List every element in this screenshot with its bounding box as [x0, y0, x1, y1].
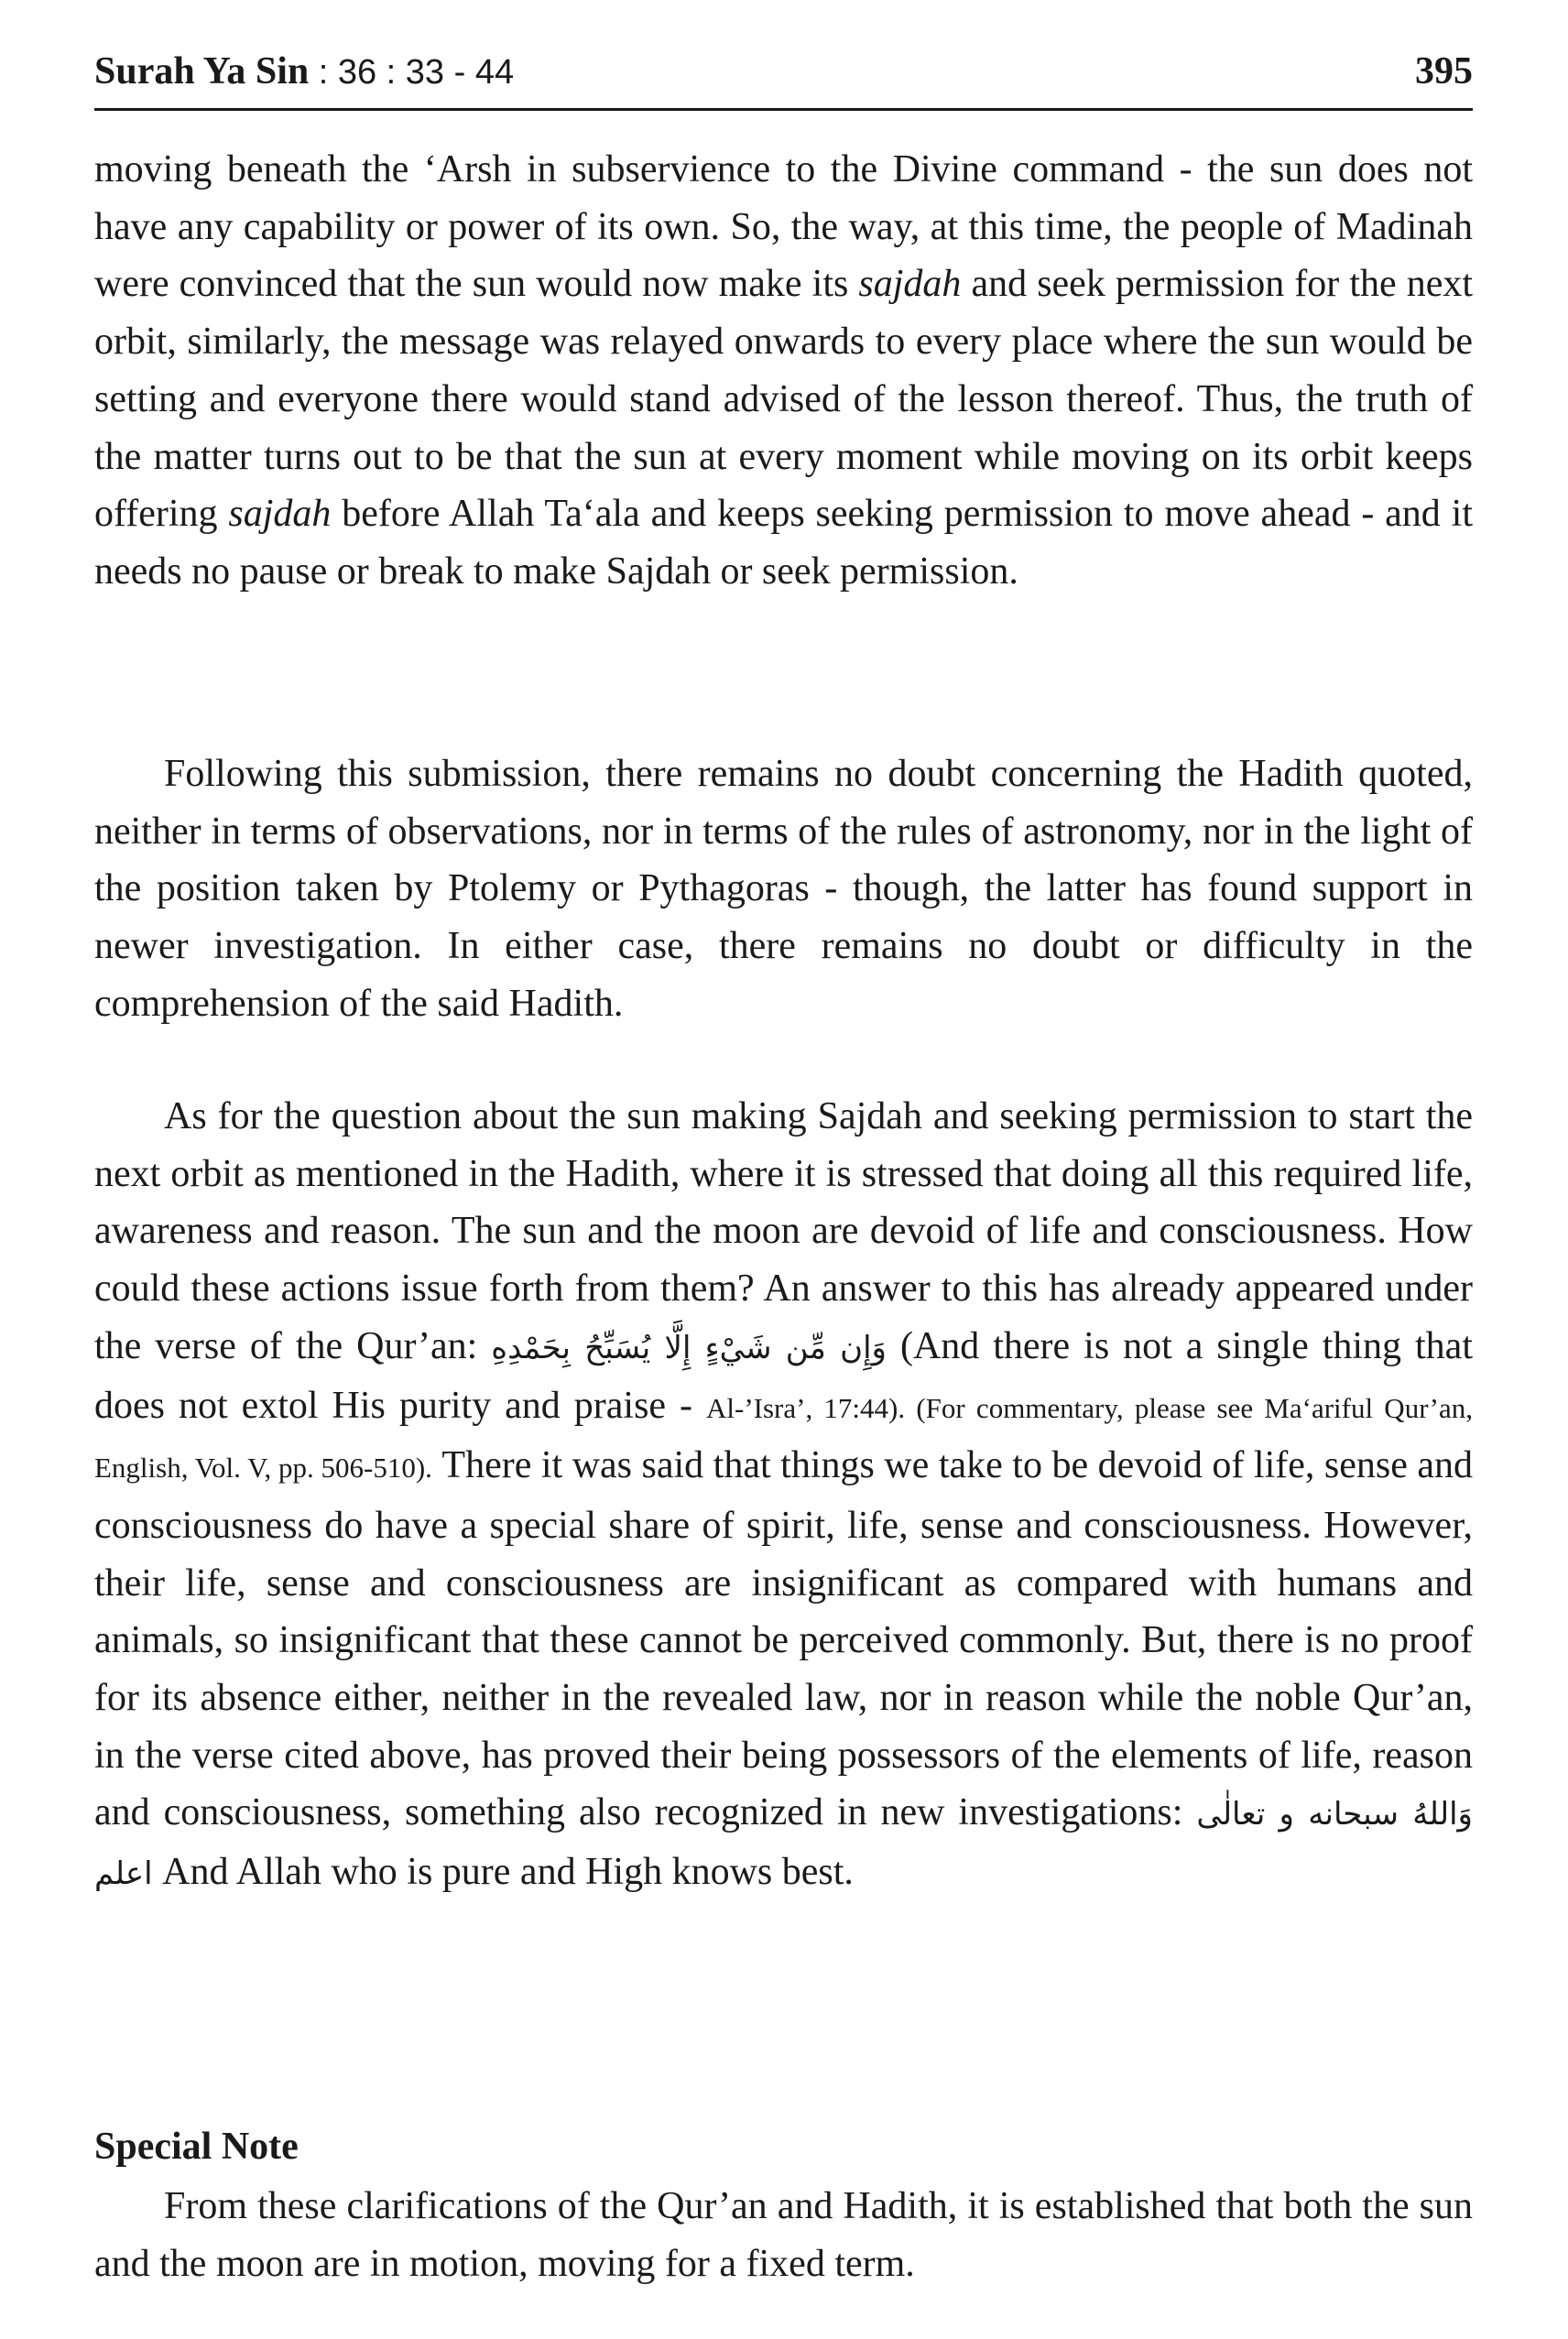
verse-citation: Al-’Isra’, 17:44). (For commentary, please see Ma‘ariful Qur’an, English, Vol. V, pp. 506-510). [94, 1391, 1474, 1485]
paragraph-2 [94, 745, 1473, 1033]
p1-emphasis-2: sajdah [228, 493, 332, 536]
page-number: 395 [1415, 50, 1473, 92]
surah-name: Surah Ya Sin [94, 50, 310, 92]
p1-emphasis-1: sajdah [858, 263, 962, 306]
p1-text-2: and seek permission for the next orbit, similarly, the message was relayed onwards to every place where the sun would be setting and everyone there would stand advised of the lesson thereof. Thus, the truth of the matter turns out to be that the sun at every moment while moving on its orbit keeps offering [94, 263, 1474, 536]
section-heading: Special Note [94, 2126, 299, 2168]
paragraph-3 [94, 1088, 1473, 1903]
special-note-text: From these clarifications of the Qur’an and Hadith, it is established that both the sun and the moon are in motion, moving for a fixed term. [94, 2185, 1473, 2285]
paragraph-special-note [94, 2178, 1473, 2292]
p3-text-2: (And there is not a single thing that does not extol His purity and praise - [94, 1324, 1473, 1427]
arabic-verse: وَإِن مِّن شَيْءٍ إِلَّا يُسَبِّحُ بِحَمْدِهِ [491, 1329, 887, 1366]
paragraph-1 [94, 141, 1473, 601]
chapter-title [94, 49, 514, 93]
p2-text: Following this submission, there remains no doubt concerning the Hadith quoted, neither in terms of observations, nor in terms of the rules of astronomy, nor in the light of the position taken by Ptolemy or Pythagoras - though, the latter has found support in newer investigation. In either case, there remains no doubt or difficulty in the comprehension of the said Hadith. [94, 753, 1473, 1025]
p1-text: moving beneath the ‘Arsh in subservience to the Divine command - the sun does not have any capability or power of its own. So, the way, at this time, the people of Madinah were convinced that the sun would now make its [94, 148, 1473, 306]
p1-text-3: before Allah Ta‘ala and keeps seeking permission to move ahead - and it needs no pause or break to make Sajdah or seek permission. [94, 493, 1474, 593]
p3-text: As for the question about the sun making Sajdah and seeking permission to start the next orbit as mentioned in the Hadith, where it is stressed that doing all this required life, awareness and reason. The sun and the moon are devoid of life and consciousness. How could these actions issue forth from them? An answer to this has already appeared under the verse of the Qur’an: [94, 1095, 1473, 1367]
verse-reference: : 36 : 33 - 44 [318, 53, 515, 92]
p3-text-4: And Allah who is pure and High knows best. [152, 1851, 854, 1894]
p3-text-3: There it was said that things we take to be devoid of life, sense and consciousness do have a special share of spirit, life, sense and consciousness. However, their life, sense and consciousness are insignificant as compared with humans and animals, so insignificant that these cannot be perceived commonly. But, there is no proof for its absence either, neither in the revealed law, nor in reason while the noble Qur’an, in the verse cited above, has proved their being possessors of the elements of life, reason and consciousness, something also recognized in new investigations: [94, 1444, 1473, 1834]
arabic-phrase: وَاللهُ سبحانه و تعالٰی اعلم [94, 1796, 1473, 1893]
running-header [94, 44, 1473, 111]
